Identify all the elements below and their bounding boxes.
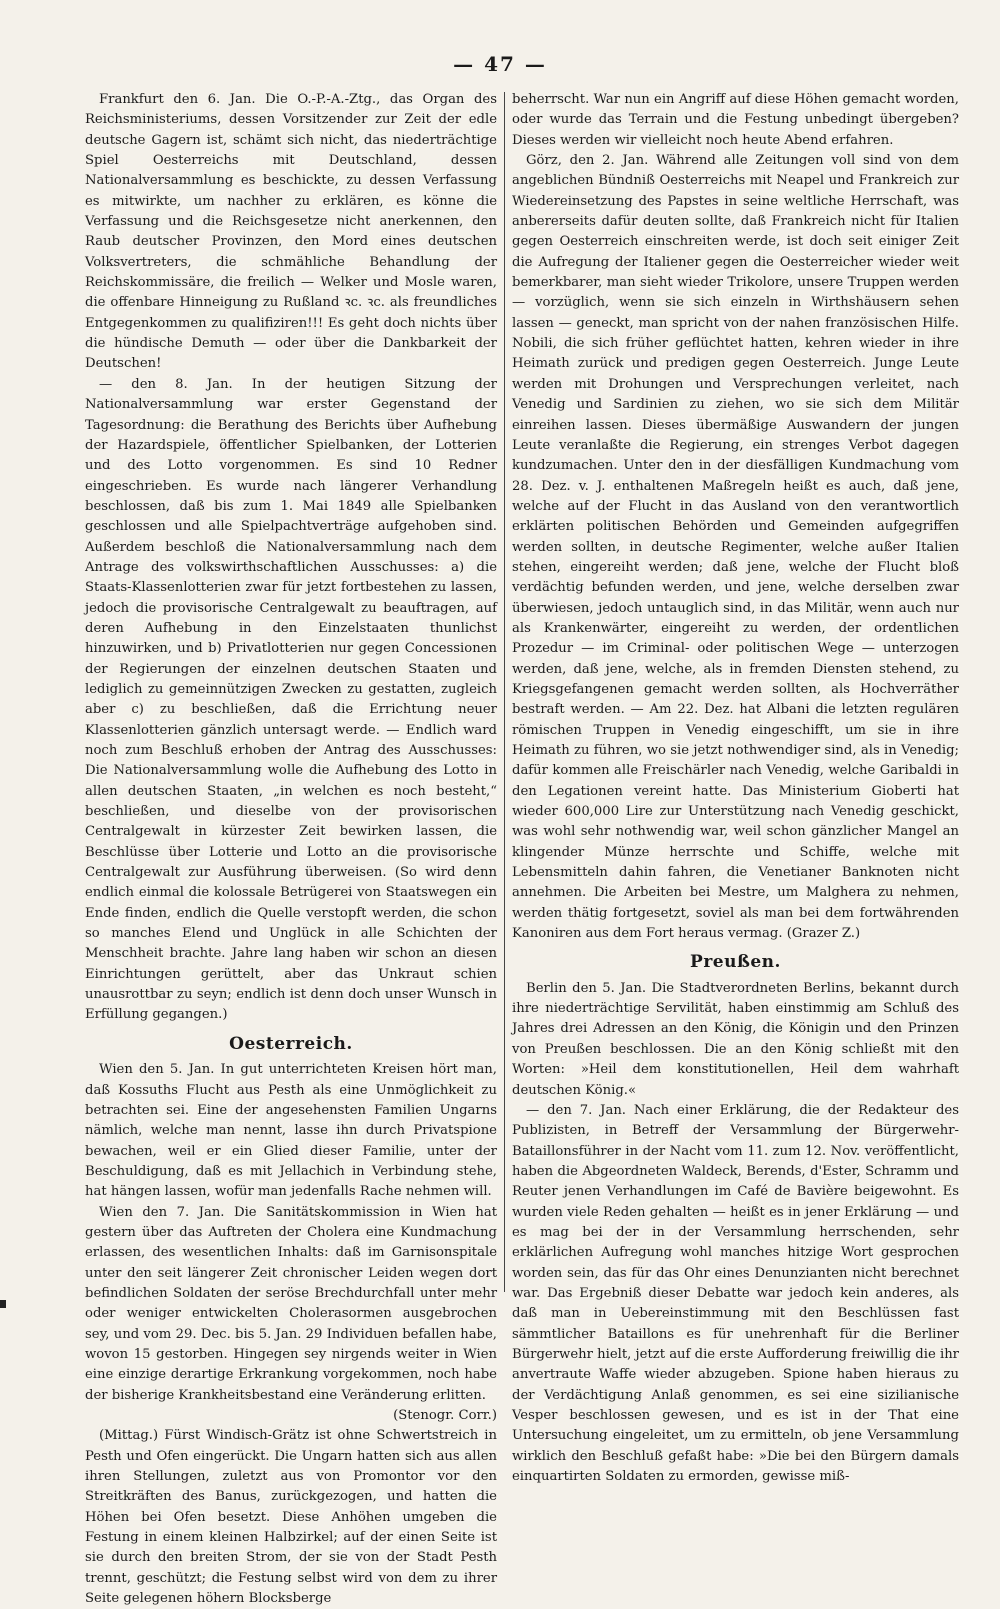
article-frankfurt-8-jan: — den 8. Jan. In der heutigen Sitzung der Nationalversammlung war erster Gegenstand der Tagesordnung: die Berathung des Berichts über Aufhebung der Hazardspiele, öffentlicher Spielbanken, der Lotterien und des Lotto vorgenommen. Es sind 10 Redner eingeschrieben. Es wurde nach längerer Verhandlung beschlossen, daß bis zum 1. Mai 1849 alle Spielbanken geschlossen und alle Spielpachtverträge aufgehoben sind. Außerdem beschloß die Nationalversammlung nach dem Antrage des volkswirthschaftlichen Ausschusses: a) die Staats-Klassenlotterien zwar für jetzt fortbestehen zu lassen, jedoch die provisorische Centralgewalt zu beauftragen, auf deren Aufhebung in den Einzelstaaten thunlichst hinzuwirken, und b) Privatlotterien nur gegen Concessionen der Regierungen der einzelnen deutschen Staaten und lediglich zu gemeinnützigen Zwecken zu gestatten, zugleich aber c) zu beschließen, daß die Errichtung neuer Klassenlotterien gänzlich untersagt werde. — Endlich ward noch zum Beschluß erhoben der Antrag des Ausschusses: Die Nationalversammlung wolle die Aufhebung des Lotto in allen deutschen Staaten, „in welchen es noch besteht,“ beschließen, und dieselbe von der provisorischen Centralgewalt in kürzester Zeit bewirken lassen, die Beschlüsse über Lotterie und Lotto an die provisorische Centralgewalt zur Ausführung überweisen. (So wird denn endlich einmal die kolossale Betrügerei von Staatswegen ein Ende finden, endlich die Quelle verstopft werden, die schon so manches Elend und Unglück in alle Schichten der Menschheit brachte. Jahre lang haben wir schon an diesen Einrichtungen gerüttelt, aber das Unkraut schien unausrottbar zu seyn; endlich ist denn doch unser Wunsch in Erfüllung gegangen.) <box>85 376 497 1023</box>
article-mittag-windisch-graetz: (Mittag.) Fürst Windisch-Grätz ist ohne Schwertstreich in Pesth und Ofen eingerückt. Die Ungarn hatten sich aus allen ihren Stellungen, zuletzt aus von Promontor vor den Streitkräften des Banus, zurückgezogen, und hatten die Höhen bei Ofen besetzt. Diese Anhöhen umgeben die Festung in einem kleinen Halbzirkel; auf der einen Seite ist sie durch den breiten Strom, der sie von der Stadt Pesth trennt, geschützt; die Festung selbst wird von dem zu ihrer Seite gelegenen höhern Blocksberge <box>85 1428 497 1607</box>
article-berlin-7-jan: — den 7. Jan. Nach einer Erklärung, die der Redakteur des Publizisten, in Betreff der Versammlung der Bürgerwehr-Bataillonsführer in der Nacht vom 11. zum 12. Nov. veröffentlicht, haben die Abgeordneten Waldeck, Berends, d'Ester, Schramm und Reuter jenen Verhandlungen im Café de Bavière beigewohnt. Es wurden viele Reden gehalten — heißt es in jener Erklärung — und es mag bei der in der Versammlung herrschenden, sehr erklärlichen Aufregung wohl manches hitzige Wort gesprochen worden sein, das für das Ohr eines Denunzianten nicht berechnet war. Das Ergebniß dieser Debatte war jedoch kein anderes, als daß man in Uebereinstimmung mit den Beschlüssen fast sämmtlicher Bataillons es für unehrenhaft für die Berliner Bürgerwehr hielt, jetzt auf die erste Aufforderung freiwillig die ihr anvertraute Waffe wieder abzugeben. Spione haben hieraus zu der Verdächtigung Anlaß genommen, es sei eine sizilianische Vesper beschlossen gewesen, und es ist in der That eine Untersuchung eingeleitet, um zu ermitteln, ob jene Versammlung wirklich den Beschluß gefaßt habe: »Die bei den Bürgern damals einquartirten Soldaten zu ermorden, gewisse miß- <box>512 1102 959 1485</box>
article-continuation: beherrscht. War nun ein Angriff auf diese Höhen gemacht worden, oder wurde das Terrain und die Festung unbedingt übergeben? Dieses werden wir vielleicht noch heute Abend erfahren. <box>512 92 959 148</box>
source-stenogr-corr: (Stenogr. Corr.) <box>393 1408 497 1423</box>
page-number: — 47 — <box>453 52 547 76</box>
section-heading-oesterreich: Oesterreich. <box>229 1033 353 1054</box>
article-wien-7-jan: Wien den 7. Jan. Die Sanitätskommission in Wien hat gestern über das Auftreten der Cholera eine Kundmachung erlassen, des wesentlichen Inhalts: daß im Garnisonspitale unter den seit längerer Zeit chronischer Leiden wegen dort befindlichen Soldaten der seröse Brechdurchfall unter mehr oder weniger entwickelten Cholerasormen ausgebrochen sey, und vom 29. Dec. bis 5. Jan. 29 Individuen befallen habe, wovon 15 gestorben. Hingegen sey nirgends weiter in Wien eine einzige derartige Erkrankung vorgekommen, noch habe der bisherige Krankheitsbestand eine Veränderung erlitten. <box>85 1204 497 1403</box>
left-column <box>85 90 497 1609</box>
section-heading-preussen: Preußen. <box>690 952 781 973</box>
article-wien-5-jan: Wien den 5. Jan. In gut unterrichteten Kreisen hört man, daß Kossuths Flucht aus Pesth als eine Unmöglichkeit zu betrachten sei. Eine der angesehensten Familien Ungarns nämlich, welche man nennt, lasse ihn durch Privatspione bewachen, weil er ein Glied dieser Familie, unter der Beschuldigung, daß es mit Jellachich in Verbindung stehe, hat hängen lassen, wofür man jedenfalls Rache nehmen will. <box>85 1062 497 1200</box>
article-goerz-2-jan: Görz, den 2. Jan. Während alle Zeitungen voll sind von dem angeblichen Bündniß Oesterreichs mit Neapel und Frankreich zur Wiedereinsetzung des Papstes in seine weltliche Herrschaft, was anbererseits dafür deuten sollte, daß Frankreich nicht für Italien gegen Oesterreich einschreiten werde, ist doch seit einiger Zeit die Aufregung der Italiener gegen die Oesterreicher wieder weit bemerkbarer, man sieht wieder Trikolore, unsere Truppen werden — vorzüglich, wenn sie sich einzeln in Wirthshäusern sehen lassen — geneckt, man spricht von der nahen französischen Hilfe. Nobili, die sich früher geflüchtet hatten, kehren wieder in ihre Heimath zurück und predigen gegen Oesterreich. Junge Leute werden mit Drohungen und Versprechungen verleitet, nach Venedig und Sardinien zu ziehen, wo sie sich dem Militär einreihen lassen. Dieses übermäßige Auswandern der jungen Leute veranlaßte die Regierung, ein strenges Verbot dagegen kundzumachen. Unter den in der diesfälligen Kundmachung vom 28. Dez. v. J. enthaltenen Maßregeln heißt es auch, daß jene, welche auf der Flucht in das Ausland von den verantwortlich erklärten politischen Behörden und Gemeinden aufgegriffen werden sollten, in deutsche Regimenter, welche außer Italien stehen, eingereiht werden; daß jene, welche der Flucht bloß verdächtig befunden werden, und jene, welche derselben zwar überwiesen, jedoch untauglich sind, in das Militär, wenn auch nur als Krankenwärter, eingereiht zu werden, der ordentlichen Prozedur — im Criminal- oder politischen Wege — unterzogen werden, daß jene, welche, als in fremden Diensten stehend, zu Kriegsgefangenen gemacht werden sollten, als Hochverräther bestraft werden. — Am 22. Dez. hat Albani die letzten regulären römischen Truppen in Venedig eingeschifft, um sie in ihre Heimath zu führen, wo sie jetzt nothwendiger sind, als in Venedig; dafür kommen alle Freischärler nach Venedig, welche Garibaldi in den Legationen vereint hatte. Das Ministerium Gioberti hat wieder 600,000 Lire zur Unterstützung nach Venedig geschickt, was wohl sehr nothwendig war, weil schon gänzlicher Mangel an klingender Münze herrschte und Schiffe, welche mit Lebensmitteln dahin fahren, die Venetianer Banknoten nicht annehmen. Die Arbeiten bei Mestre, um Malghera zu nehmen, werden thätig fortgesetzt, soviel als man bei dem fortwährenden Kanoniren aus dem Fort heraus vermag. (Grazer Z.) <box>512 153 959 942</box>
article-berlin-5-jan: Berlin den 5. Jan. Die Stadtverordneten Berlins, bekannt durch ihre niederträchtige Servilität, haben einstimmig am Schluß des Jahres drei Adressen an den König, die Königin und den Prinzen von Preußen beschlossen. Die an den König schließt mit den Worten: »Heil dem konstitutionellen, Heil dem wahrhaft deutschen König.« <box>512 980 959 1098</box>
scan-corner-mark <box>0 1300 6 1308</box>
column-divider <box>504 92 505 1292</box>
right-column <box>512 90 959 1487</box>
article-frankfurt-6-jan: Frankfurt den 6. Jan. Die O.-P.-A.-Ztg., das Organ des Reichsministeriums, dessen Vorsitzender zur Zeit der edle deutsche Gagern ist, schämt sich nicht, das niederträchtige Spiel Oesterreichs mit Deutschland, dessen Nationalversammlung es beschickte, zu dessen Verfassung es mitwirkte, um nachher zu erklären, es könne die Verfassung und die Reichsgesetze nicht anerkennen, den Raub deutscher Provinzen, den Mord eines deutschen Volksvertreters, die schmähliche Behandlung der Reichskommissäre, die freilich — Welker und Mosle waren, die offenbare Hinneigung zu Rußland ꝛc. ꝛc. als freundliches Entgegenkommen zu qualifiziren!!! Es geht doch nichts über die hündische Demuth — oder über die Dankbarkeit der Deutschen! <box>85 92 497 372</box>
